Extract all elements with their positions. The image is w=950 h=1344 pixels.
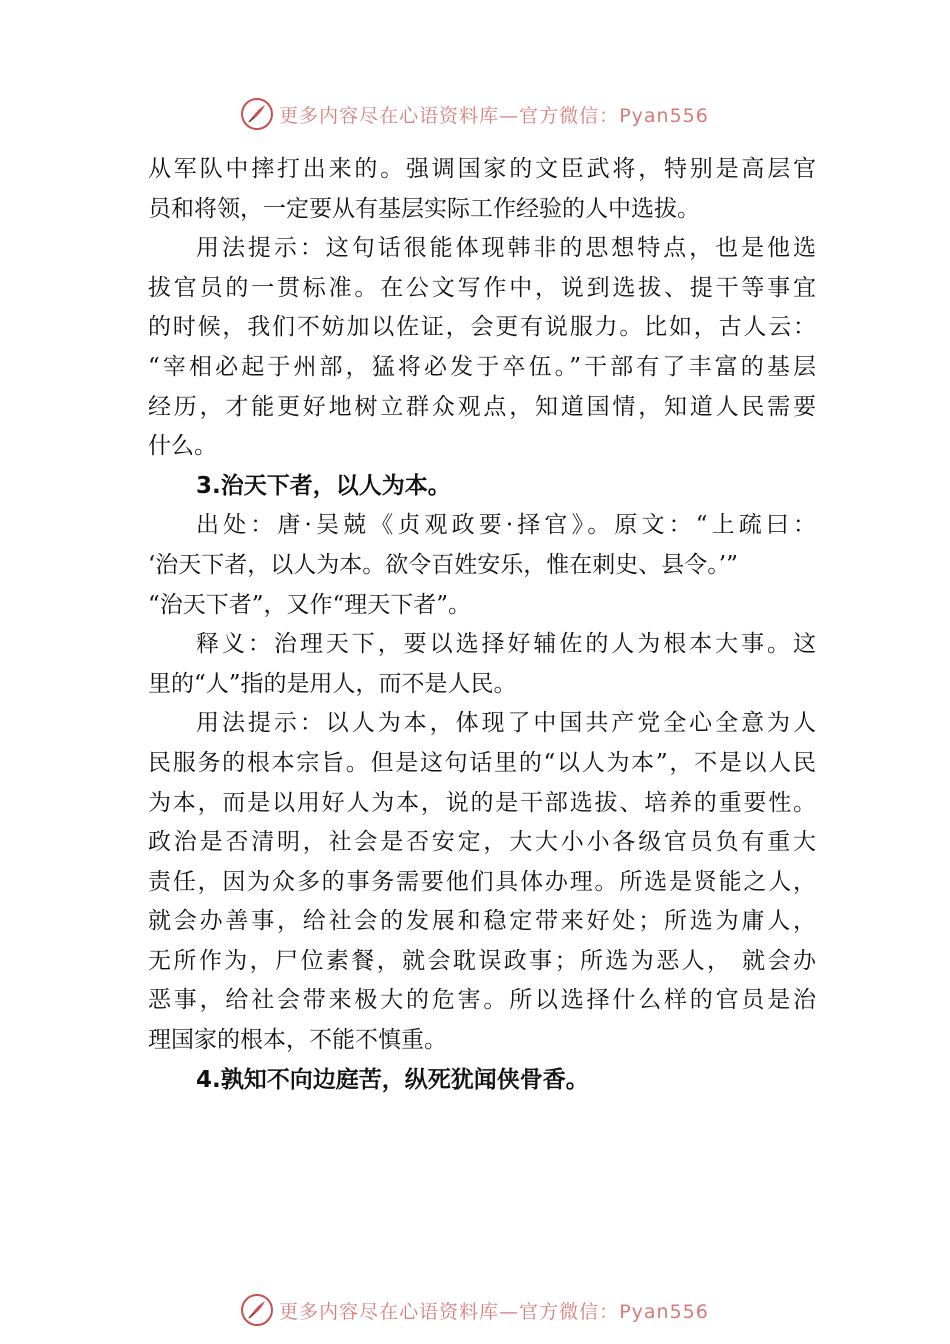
header-banner	[0, 94, 950, 134]
text-line: 的时候，我们不妨加以佐证，会更有说服力。比如，古人云：	[148, 314, 816, 341]
header-text	[279, 101, 709, 128]
text-line: “治天下者”，又作“理天下者”。	[148, 591, 472, 618]
text-line: 责任，因为众多的事务需要他们具体办理。所选是贤能之人，	[148, 868, 816, 895]
text-line: 出处：唐·吴兢《贞观政要·择官》。原文：“上疏曰：	[196, 512, 816, 539]
text-line: 里的“人”指的是用人，而不是人民。	[148, 670, 517, 697]
text-line: 理国家的根本，不能不慎重。	[148, 1027, 447, 1054]
text-line: 政治是否清明，社会是否安定，大大小小各级官员负有重大	[148, 829, 816, 856]
text-line: “宰相必起于州部，猛将必发于卒伍。”干部有了丰富的基层	[148, 353, 816, 380]
footer-separator: —	[499, 1300, 520, 1323]
header-wechat-account: Pyan556	[619, 104, 709, 127]
header-separator: —	[499, 104, 520, 127]
text-line: 无所作为，尸位素餐，就会耽误政事；所选为恶人， 就会办	[148, 947, 816, 974]
footer-brand: 更多内容尽在心语资料库	[279, 1300, 500, 1323]
document-body	[148, 150, 816, 1100]
header-brand: 更多内容尽在心语资料库	[279, 104, 500, 127]
text-line: 释义：治理天下，要以选择好辅佐的人为根本大事。这	[196, 631, 816, 658]
text-line: 用法提示：这句话很能体现韩非的思想特点，也是他选	[196, 235, 816, 262]
text-line: 经历，才能更好地树立群众观点，知道国情，知道人民需要	[148, 393, 816, 420]
text-line: 就会办善事，给社会的发展和稳定带来好处；所选为庸人，	[148, 908, 816, 935]
header-wechat-label: 官方微信：	[519, 104, 620, 127]
text-line: 恶事，给社会带来极大的危害。所以选择什么样的官员是治	[148, 987, 816, 1014]
text-line: 拔官员的一贯标准。在公文写作中，说到选拔、提干等事宜	[148, 274, 816, 301]
text-line: 什么。	[148, 433, 217, 460]
footer-wechat-label: 官方微信：	[519, 1300, 620, 1323]
section-heading: 3.治天下者，以人为本。	[196, 472, 451, 499]
text-line: 为本，而是以用好人为本，说的是干部选拔、培养的重要性。	[148, 789, 816, 816]
quill-logo-icon	[241, 1294, 273, 1326]
footer-banner	[0, 1290, 950, 1330]
text-line: 民服务的根本宗旨。但是这句话里的“以人为本”，不是以人民	[148, 749, 816, 776]
text-line: ‘治天下者，以人为本。欲令百姓安乐，惟在刺史、县令。’”	[148, 551, 738, 578]
footer-wechat-account: Pyan556	[619, 1300, 709, 1323]
quill-logo-icon	[241, 98, 273, 130]
section-heading: 4.孰知不向边庭苦，纵死犹闻侠骨香。	[196, 1066, 589, 1093]
footer-text	[279, 1297, 709, 1324]
text-line: 员和将领，一定要从有基层实际工作经验的人中选拔。	[148, 195, 700, 222]
text-line: 用法提示：以人为本，体现了中国共产党全心全意为人	[196, 710, 816, 737]
text-line: 从军队中摔打出来的。强调国家的文臣武将，特别是高层官	[148, 156, 816, 182]
